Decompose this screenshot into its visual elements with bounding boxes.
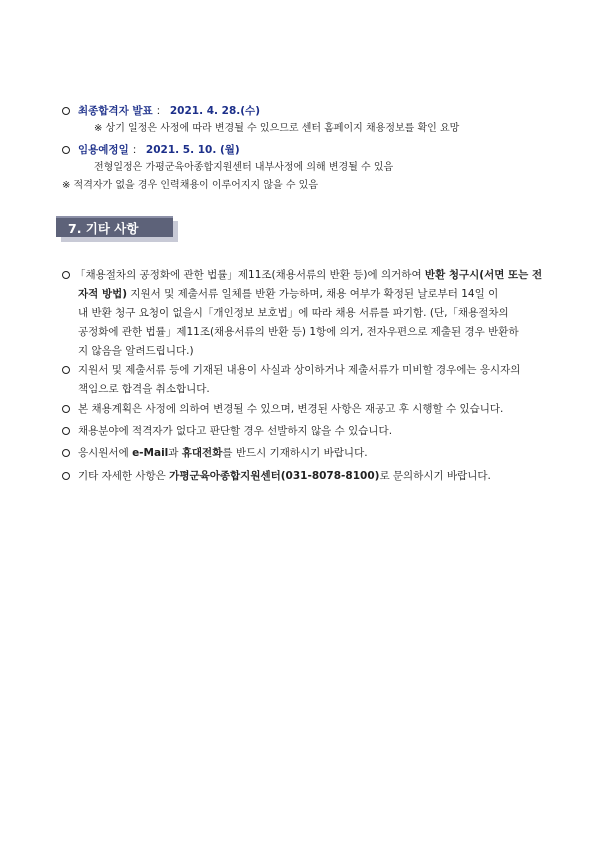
section-title: 7. 기타 사항 — [68, 221, 139, 236]
final-announcement-note: ※ 상기 일정은 사정에 따라 변경될 수 있으므로 센터 홈페이지 채용정보를 확인 요망 — [94, 123, 460, 134]
item1-bold-text: 자적 방법) — [78, 288, 128, 300]
item1-text: 지원서 및 제출서류 일체를 반환 가능하며, 채용 여부가 확정된 날로부터 14일 이 — [127, 288, 499, 300]
item6-line — [78, 469, 491, 483]
item5-text: 응시원서에 — [78, 447, 133, 459]
item6-text: 로 문의하시기 바랍니다. — [379, 470, 491, 482]
appointment-line — [78, 143, 240, 157]
item1-text: 「채용절차의 공정화에 관한 법률」제11조(채용서류의 반환 등)에 의거하여 — [75, 269, 425, 281]
item2-line2: 책임으로 합격을 취소합니다. — [78, 383, 210, 395]
separator: ： — [156, 105, 167, 117]
item1-bold-text: 반환 청구시(서면 또는 전 — [424, 269, 543, 281]
bullet-circle — [62, 472, 70, 480]
appointment-date: 2021. 5. 10. (월) — [145, 144, 240, 156]
bullet-circle — [62, 146, 70, 154]
final-announcement-line — [78, 104, 260, 118]
item4-line: 채용분야에 적격자가 없다고 판단할 경우 선발하지 않을 수 있습니다. — [78, 425, 393, 437]
no-candidate-note: ※ 적격자가 없을 경우 인력채용이 이루어지지 않을 수 있음 — [62, 180, 318, 191]
phone-bold-text: 휴대전화 — [181, 447, 223, 459]
item1-line2 — [78, 287, 498, 301]
item3-line: 본 채용계획은 사정에 의하여 변경될 수 있으며, 변경된 사항은 재공고 후 시행할 수 있습니다. — [78, 403, 504, 415]
final-announcement-date: 2021. 4. 28.(수) — [169, 105, 261, 117]
bullet-circle — [62, 405, 70, 413]
item1-line4: 공정화에 관한 법률」제11조(채용서류의 반환 등) 1항에 의거, 전자우편으로 제출된 경우 반환하 — [78, 326, 519, 338]
item1-line3: 내 반환 청구 요청이 없을시「개인정보 보호법」에 따라 채용 서류를 파기함. (단,「채용절차의 — [78, 307, 509, 319]
final-announcement-label: 최종합격자 발표 — [78, 105, 153, 117]
bullet-circle — [62, 107, 70, 115]
appointment-note: 전형일정은 가평군육아종합지원센터 내부사정에 의해 변경될 수 있음 — [94, 162, 394, 173]
section-header-box — [56, 216, 173, 237]
item2-line1: 지원서 및 제출서류 등에 기재된 내용이 사실과 상이하거나 제출서류가 미비할 경우에는 응시자의 — [78, 364, 521, 376]
bullet-circle — [62, 449, 70, 457]
bullet-circle — [62, 366, 70, 374]
appointment-label: 임용예정일 — [78, 144, 129, 156]
contact-bold-text: 가평군육아종합지원센터(031-8078-8100) — [169, 470, 380, 482]
bullet-circle — [62, 427, 70, 435]
bullet-circle — [62, 271, 70, 279]
item5-text: 를 반드시 기재하시기 바랍니다. — [222, 447, 368, 459]
item5-text: 과 — [168, 447, 182, 459]
item6-text: 기타 자세한 사항은 — [78, 470, 170, 482]
item1-line1 — [75, 268, 542, 282]
item1-line5: 지 않음을 알려드립니다.) — [78, 345, 194, 357]
section-header — [56, 216, 178, 242]
separator: ： — [132, 144, 143, 156]
item5-line — [78, 446, 368, 460]
email-bold-text: e-Mail — [132, 447, 169, 459]
